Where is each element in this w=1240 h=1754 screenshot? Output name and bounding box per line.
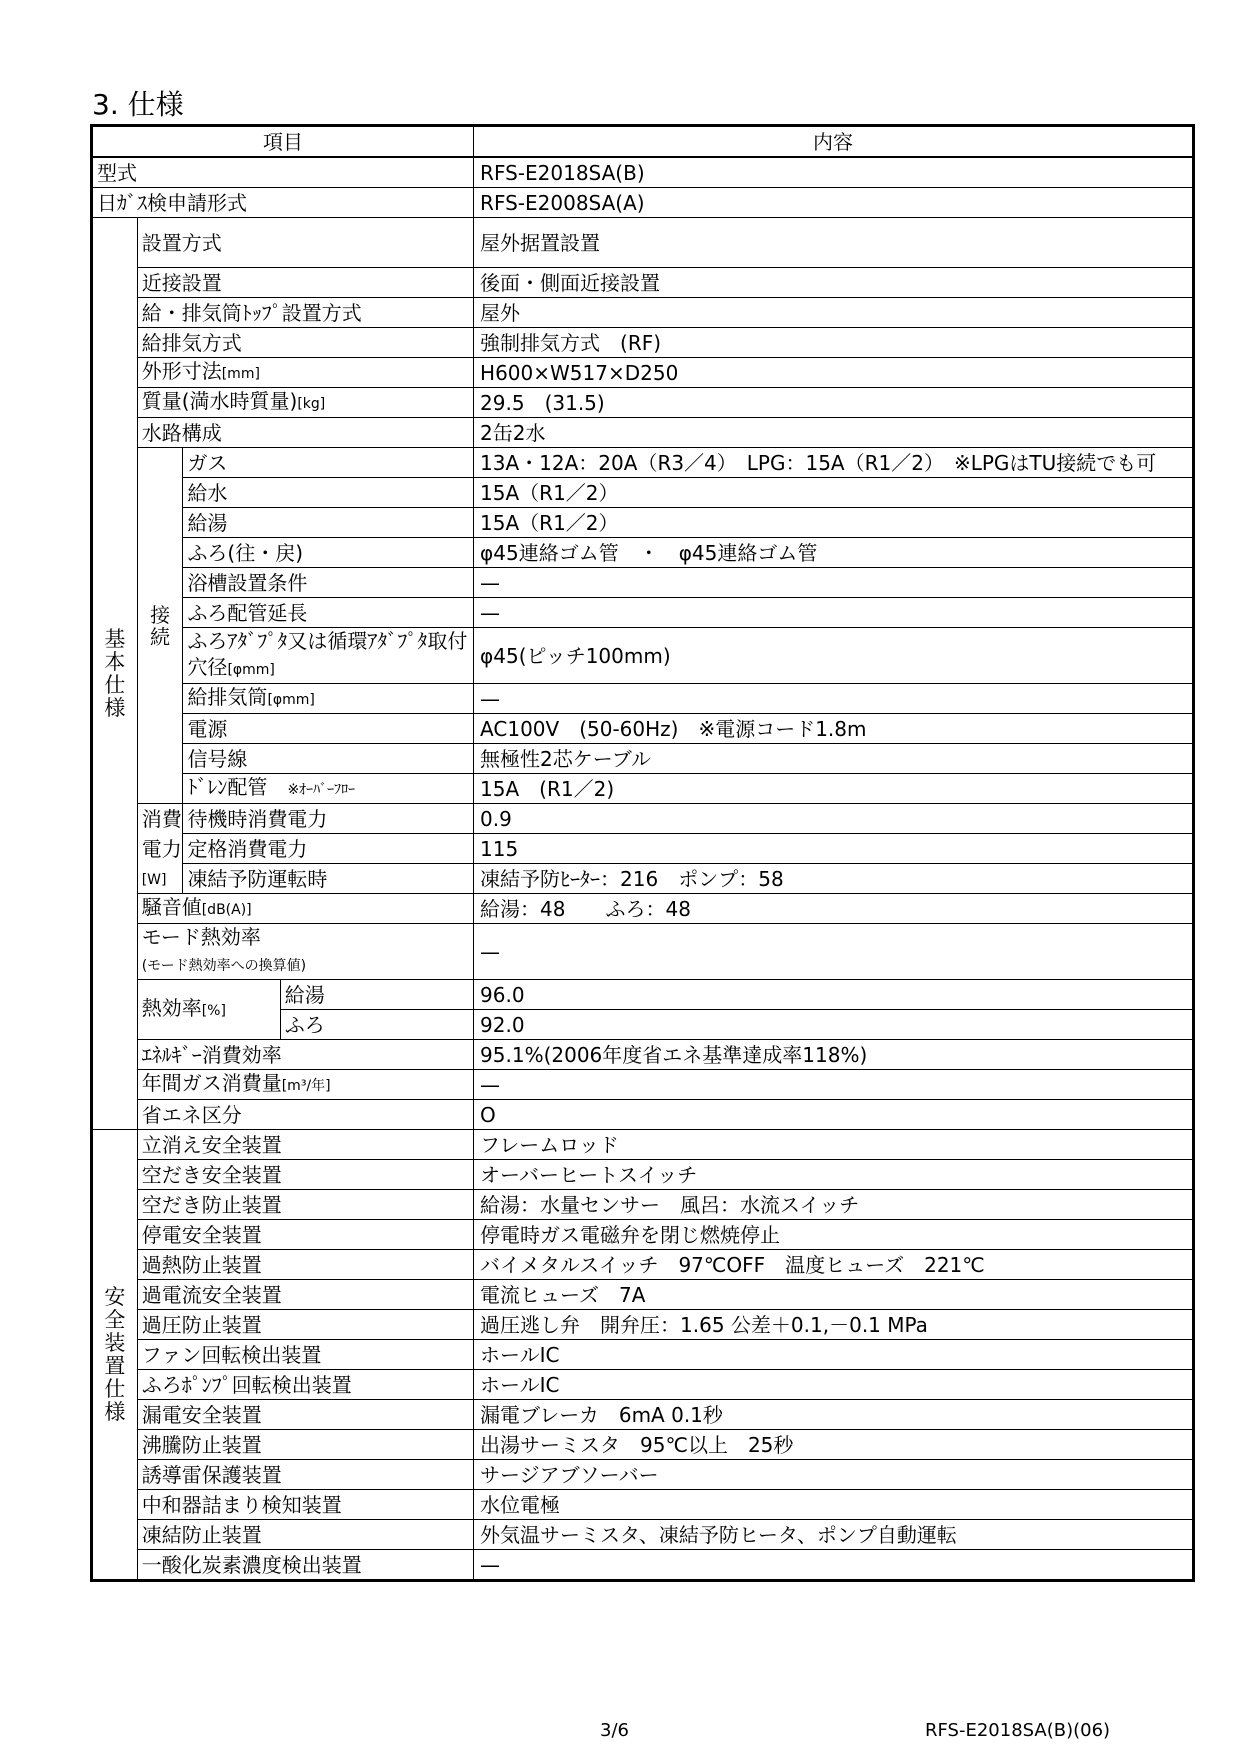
- value-text: 115: [480, 836, 519, 861]
- row-label: [183, 598, 474, 628]
- value-text: 電流ヒューズ 7A: [480, 1282, 646, 1307]
- row-label: [137, 1490, 473, 1520]
- label-text: 質量(満水時質量): [141, 389, 298, 413]
- table-row: [92, 388, 1194, 418]
- row-label: [137, 1100, 473, 1130]
- table-row: [92, 1400, 1194, 1430]
- table-row: [92, 744, 1194, 774]
- label-text: 漏電安全装置: [141, 1402, 262, 1427]
- label-text: ｴﾈﾙｷﾞｰ消費効率: [141, 1042, 282, 1067]
- table-row: [92, 448, 1194, 478]
- label-text: 空だき安全装置: [141, 1162, 282, 1187]
- row-label: [137, 328, 473, 358]
- row-value: [474, 478, 1194, 508]
- value-text: 後面・側面近接設置: [480, 270, 661, 295]
- value-text: 96.0: [480, 982, 525, 1007]
- table-row: [92, 1550, 1194, 1581]
- label-text: 中和器詰まり検知装置: [141, 1492, 342, 1517]
- row-label: [137, 1040, 473, 1070]
- row-label: [92, 157, 474, 188]
- label-text: 省エネ区分: [141, 1102, 242, 1127]
- row-value: [474, 894, 1194, 924]
- value-text: 停電時ガス電磁弁を閉じ燃焼停止: [480, 1222, 781, 1247]
- value-text: 水位電極: [480, 1492, 561, 1517]
- table-row: [92, 1370, 1194, 1400]
- table-row: [92, 157, 1194, 188]
- row-label: [137, 1250, 473, 1280]
- row-value: [474, 1370, 1194, 1400]
- table-row: [92, 328, 1194, 358]
- row-label: [137, 1370, 473, 1400]
- table-row: [92, 1190, 1194, 1220]
- unit-text: [dB(A)]: [201, 902, 252, 918]
- power-group-label-part: [137, 834, 183, 864]
- table-row: [92, 864, 1194, 894]
- label-text: 騒音値: [141, 895, 202, 919]
- row-label: [137, 1220, 473, 1250]
- value-text: オーバーヒートスイッチ: [480, 1162, 698, 1187]
- row-value: [474, 188, 1194, 218]
- label-text: 給湯: [187, 510, 228, 535]
- table-row: [92, 804, 1194, 834]
- table-row: [92, 358, 1194, 388]
- row-value: [474, 1010, 1194, 1040]
- label-text: 給湯: [284, 982, 325, 1007]
- row-value: [474, 418, 1194, 448]
- label-text: 沸騰防止装置: [141, 1432, 262, 1457]
- label-text: 定格消費電力: [187, 836, 308, 861]
- row-label: [137, 1070, 473, 1100]
- table-row: [92, 1460, 1194, 1490]
- row-label: [183, 568, 474, 598]
- label-text: ふろ(往・戻): [187, 540, 304, 565]
- label-text: 凍結防止装置: [141, 1522, 262, 1547]
- label-text: 熱効率: [141, 996, 202, 1020]
- label-text: 年間ガス消費量: [141, 1071, 282, 1095]
- table-row: [92, 188, 1194, 218]
- row-value: [474, 684, 1194, 714]
- label-text: 浴槽設置条件: [187, 570, 308, 595]
- row-value: [474, 714, 1194, 744]
- label-text: 過電流安全装置: [141, 1282, 282, 1307]
- table-row: [92, 714, 1194, 744]
- label-text: 誘導雷保護装置: [141, 1462, 282, 1487]
- row-value: [474, 774, 1194, 804]
- unit-text: [kg]: [297, 396, 326, 412]
- value-text: 屋外: [480, 300, 521, 325]
- row-label: [137, 268, 473, 298]
- table-row: [92, 1310, 1194, 1340]
- label-text: 停電安全装置: [141, 1222, 262, 1247]
- label-text: 近接設置: [141, 270, 222, 295]
- header-content-label: 内容: [813, 129, 854, 154]
- unit-text: [%]: [201, 1003, 226, 1019]
- row-label: [137, 894, 473, 924]
- row-value: [474, 1160, 1194, 1190]
- table-row: [92, 298, 1194, 328]
- row-label: [183, 538, 474, 568]
- row-value: [474, 834, 1194, 864]
- label-text: 給排気方式: [141, 330, 242, 355]
- row-label: [137, 298, 473, 328]
- row-value: [474, 1340, 1194, 1370]
- row-value: [474, 1490, 1194, 1520]
- value-text: —: [480, 1072, 501, 1097]
- row-value: [474, 1070, 1194, 1100]
- row-label: [137, 218, 473, 268]
- value-text: 強制排気方式 (RF): [480, 330, 662, 355]
- row-value: [474, 1220, 1194, 1250]
- label-text: ふろﾎﾟﾝﾌﾟ回転検出装置: [141, 1372, 352, 1397]
- header-content: [474, 126, 1194, 158]
- table-row: [92, 1130, 1194, 1160]
- label-text: 立消え安全装置: [141, 1132, 282, 1157]
- row-label: [137, 1430, 473, 1460]
- label-text: ふろｱﾀﾞﾌﾟﾀ又は循環ｱﾀﾞﾌﾟﾀ取付穴径: [187, 629, 468, 679]
- row-value: [474, 1040, 1194, 1070]
- label-text: 水路構成: [141, 420, 222, 445]
- table-row: [92, 1040, 1194, 1070]
- table-row: [92, 418, 1194, 448]
- label-text: 待機時消費電力: [187, 806, 328, 831]
- spec-table: [90, 124, 1195, 1582]
- category-basic-spec-label: 基本仕様: [104, 626, 126, 720]
- label-text: 給・排気筒ﾄｯﾌﾟ設置方式: [141, 300, 362, 325]
- label-text: ふろ: [284, 1012, 325, 1037]
- row-value: [474, 298, 1194, 328]
- header-item: [92, 126, 474, 158]
- row-label: [183, 448, 474, 478]
- row-value: [474, 598, 1194, 628]
- row-value: [474, 157, 1194, 188]
- row-label: [137, 388, 473, 418]
- label-text: 型式: [97, 160, 137, 185]
- table-row: [92, 268, 1194, 298]
- value-text: ホールIC: [480, 1372, 560, 1397]
- row-label: [137, 924, 473, 980]
- label-text: ガス: [187, 450, 228, 475]
- value-text: RFS-E2018SA(B): [480, 160, 645, 185]
- table-row: [92, 980, 1194, 1010]
- value-text: —: [480, 570, 501, 595]
- note-text: ※ｵｰﾊﾞｰﾌﾛｰ: [287, 782, 356, 798]
- value-text: 15A (R1／2): [480, 776, 615, 801]
- row-value: [474, 1460, 1194, 1490]
- row-label: [137, 1130, 473, 1160]
- row-label: [183, 744, 474, 774]
- footer-page-number: 3/6: [600, 1720, 629, 1741]
- row-value: [474, 328, 1194, 358]
- table-row: [92, 598, 1194, 628]
- category-basic-spec: [92, 218, 138, 1130]
- row-value: [474, 358, 1194, 388]
- value-text: O: [480, 1102, 496, 1127]
- label-text: 外形寸法: [141, 359, 222, 383]
- table-row: [92, 684, 1194, 714]
- table-row: [92, 478, 1194, 508]
- table-row: [92, 126, 1194, 158]
- value-text: AC100V (50-60Hz) ※電源コード1.8m: [480, 716, 867, 741]
- value-text: φ45(ピッチ100mm): [480, 643, 671, 668]
- value-text: 92.0: [480, 1012, 525, 1037]
- value-text: 2缶2水: [480, 420, 546, 445]
- row-label: [137, 418, 473, 448]
- header-item-label: 項目: [263, 129, 304, 154]
- value-text: 0.9: [480, 806, 512, 831]
- sublabel-text: (モード熱効率への換算値): [141, 958, 307, 974]
- value-text: 95.1%(2006年度省エネ基準達成率118%): [480, 1042, 868, 1067]
- row-label: [183, 774, 474, 804]
- row-value: [474, 1190, 1194, 1220]
- row-value: [474, 1550, 1194, 1581]
- table-row: [92, 1340, 1194, 1370]
- value-text: 出湯サーミスタ 95℃以上 25秒: [480, 1432, 794, 1457]
- unit-text: [φmm]: [227, 662, 275, 678]
- label-text: 過圧防止装置: [141, 1312, 262, 1337]
- value-text: サージアブソーバー: [480, 1462, 659, 1487]
- table-row: [92, 774, 1194, 804]
- value-text: 過圧逃し弁 開弁圧：1.65 公差＋0.1,－0.1 MPa: [480, 1312, 928, 1337]
- row-value: [474, 804, 1194, 834]
- value-text: 13A・12A：20A（R3／4） LPG：15A（R1／2） ※LPGはTU接続でも可: [480, 450, 1157, 475]
- footer-model-number: RFS-E2018SA(B)(06): [925, 1720, 1111, 1741]
- row-label: [137, 358, 473, 388]
- row-value: [474, 1310, 1194, 1340]
- row-value: [474, 1400, 1194, 1430]
- table-row: [92, 508, 1194, 538]
- row-value: [474, 538, 1194, 568]
- label-text: ﾄﾞﾚﾝ配管: [187, 775, 268, 799]
- row-label: [137, 1160, 473, 1190]
- row-value: [474, 1130, 1194, 1160]
- row-value: [474, 1250, 1194, 1280]
- table-row: [92, 218, 1194, 268]
- category-safety: [92, 1130, 138, 1581]
- row-value: [474, 1430, 1194, 1460]
- row-label: [183, 684, 474, 714]
- label-text: 凍結予防運転時: [187, 866, 328, 891]
- table-row: [92, 924, 1194, 980]
- table-row: [92, 894, 1194, 924]
- row-label: [137, 1460, 473, 1490]
- row-label: [137, 1520, 473, 1550]
- row-label: [137, 1550, 473, 1581]
- table-row: [92, 1220, 1194, 1250]
- row-label: [137, 1280, 473, 1310]
- label-text: 設置方式: [141, 230, 222, 255]
- row-value: [474, 218, 1194, 268]
- label-text: 過熱防止装置: [141, 1252, 262, 1277]
- table-row: [92, 568, 1194, 598]
- label-text: 日ｶﾞｽ検申請形式: [97, 190, 247, 215]
- row-label: [183, 834, 474, 864]
- row-value: [474, 864, 1194, 894]
- value-text: 給湯：48 ふろ：48: [480, 896, 691, 921]
- table-row: [92, 834, 1194, 864]
- value-text: バイメタルスイッチ 97℃OFF 温度ヒューズ 221℃: [480, 1252, 985, 1277]
- row-label: [137, 1340, 473, 1370]
- table-row: [92, 538, 1194, 568]
- row-value: [474, 508, 1194, 538]
- row-label: [183, 864, 474, 894]
- label-text: 信号線: [187, 746, 248, 771]
- category-connection: [137, 448, 183, 804]
- value-text: RFS-E2008SA(A): [480, 190, 645, 215]
- unit-text: [m³/年]: [281, 1078, 331, 1094]
- value-text: ホールIC: [480, 1342, 560, 1367]
- table-row: [92, 1100, 1194, 1130]
- row-sublabel: [280, 980, 473, 1010]
- power-group-label: 消費: [141, 806, 182, 831]
- power-group-label-part: [137, 804, 183, 834]
- label-text: 給排気筒: [187, 685, 268, 709]
- row-value: [474, 628, 1194, 684]
- value-text: 屋外据置設置: [480, 230, 601, 255]
- table-row: [92, 1160, 1194, 1190]
- value-text: 外気温サーミスタ、凍結予防ヒータ、ポンプ自動運転: [480, 1522, 957, 1547]
- row-value: [474, 924, 1194, 980]
- value-text: —: [480, 600, 501, 625]
- row-value: [474, 268, 1194, 298]
- row-label: [137, 1400, 473, 1430]
- value-text: 無極性2芯ケーブル: [480, 746, 651, 771]
- value-text: —: [480, 1552, 501, 1577]
- value-text: 15A（R1／2）: [480, 510, 619, 535]
- label-text: 一酸化炭素濃度検出装置: [141, 1552, 362, 1577]
- row-label: [183, 628, 474, 684]
- label-text: モード熱効率: [141, 925, 261, 949]
- page-title: 3. 仕様: [92, 88, 184, 121]
- row-label: [137, 1310, 473, 1340]
- table-row: [92, 1280, 1194, 1310]
- label-text: ふろ配管延長: [187, 600, 308, 625]
- row-label: [183, 508, 474, 538]
- unit-text: [φmm]: [267, 692, 315, 708]
- row-value: [474, 980, 1194, 1010]
- value-text: 漏電ブレーカ 6mA 0.1秒: [480, 1402, 723, 1427]
- value-text: H600×W517×D250: [480, 360, 679, 385]
- table-row: [92, 1490, 1194, 1520]
- table-row: [92, 1430, 1194, 1460]
- value-text: —: [480, 939, 501, 964]
- value-text: 給湯：水量センサー 風呂：水流スイッチ: [480, 1192, 860, 1217]
- row-value: [474, 1100, 1194, 1130]
- row-label: [183, 714, 474, 744]
- unit-text: [mm]: [221, 366, 260, 382]
- value-text: φ45連絡ゴム管 ・ φ45連絡ゴム管: [480, 540, 818, 565]
- label-text: 電源: [187, 716, 228, 741]
- row-value: [474, 744, 1194, 774]
- table-row: [92, 1070, 1194, 1100]
- row-value: [474, 568, 1194, 598]
- value-text: フレームロッド: [480, 1132, 619, 1157]
- row-label: [137, 1190, 473, 1220]
- row-value: [474, 1520, 1194, 1550]
- power-group-label-part: [137, 864, 183, 894]
- row-value: [474, 448, 1194, 478]
- category-safety-label: 安全装置仕様: [104, 1284, 126, 1424]
- row-label: [183, 804, 474, 834]
- table-row: [92, 1250, 1194, 1280]
- table-row: [92, 1520, 1194, 1550]
- row-label: [183, 478, 474, 508]
- label-text: 空だき防止装置: [141, 1192, 282, 1217]
- category-connection-label: 接続: [150, 602, 171, 649]
- value-text: 15A（R1／2）: [480, 480, 619, 505]
- value-text: 29.5 (31.5): [480, 390, 605, 415]
- row-sublabel: [280, 1010, 473, 1040]
- power-group-unit: [W]: [141, 871, 167, 888]
- row-value: [474, 388, 1194, 418]
- value-text: 凍結予防ﾋｰﾀｰ：216 ポンプ：58: [480, 866, 784, 891]
- label-text: ファン回転検出装置: [141, 1342, 322, 1367]
- row-label: [92, 188, 474, 218]
- value-text: —: [480, 686, 501, 711]
- thermal-efficiency-label: [137, 980, 280, 1040]
- table-row: [92, 628, 1194, 684]
- label-text: 給水: [187, 480, 228, 505]
- row-value: [474, 1280, 1194, 1310]
- power-group-label: 電力: [141, 836, 182, 861]
